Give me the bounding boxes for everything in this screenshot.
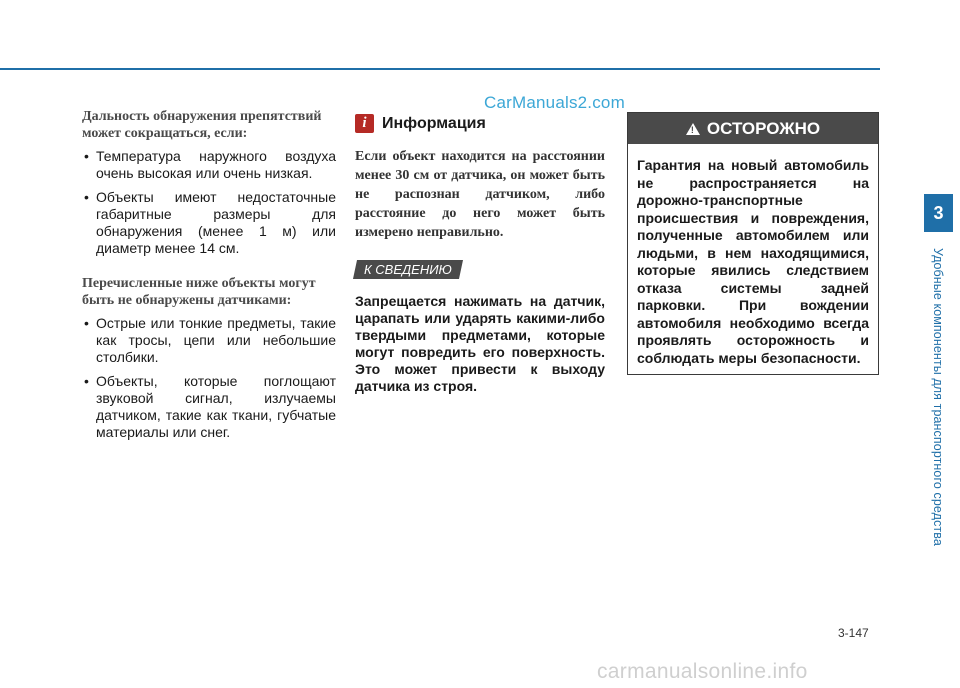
chapter-title-text: Удобные компоненты для транспортного средства [931, 248, 945, 546]
bullet-icon: • [84, 315, 89, 331]
section-heading-undetected-objects: Перечисленные ниже объекты могут быть не обнаружены датчиками: [82, 276, 316, 308]
info-body: Если объект находится на расстоянии менее 30 см от датчика, он может быть не распознан датчиком, либо расстояние до него может быть измерено неправильно. [355, 149, 605, 240]
warning-title: ОСТОРОЖНО [706, 118, 821, 138]
info-icon: i [355, 114, 374, 133]
warning-header [628, 113, 878, 144]
notice-badge [353, 260, 463, 279]
list-item: • Температура наружного воздуха очень высокая или очень низкая. [84, 148, 336, 181]
warning-box [627, 112, 879, 375]
info-title: Информация [382, 114, 486, 132]
bullet-icon: • [84, 148, 89, 164]
chapter-number-tab: 3 [924, 194, 953, 232]
list-item: • Острые или тонкие предметы, такие как тросы, цепи или небольшие столбики. [84, 315, 336, 365]
site-watermark: carmanualsonline.info [597, 660, 808, 683]
watermark-top: CarManuals2.com [484, 93, 625, 112]
list-item: • Объекты, которые поглощают звуковой сигнал, излучаемы датчиком, такие как ткани, губчатые материалы или снег. [84, 373, 336, 440]
bullet-list-conditions [82, 148, 336, 257]
middle-column [355, 108, 605, 395]
top-rule [0, 68, 880, 70]
page-number: 3-147 [838, 626, 869, 640]
list-item: • Объекты имеют недостаточные габаритные размеры для обнаружения (менее 1 м) или диаметр менее 14 см. [84, 189, 336, 256]
notice-label: К СВЕДЕНИЮ [364, 262, 452, 277]
left-column [82, 108, 336, 448]
bullet-icon: • [84, 189, 89, 205]
notice-body: Запрещается нажимать на датчик, царапать или ударять какими-либо твердыми предметами, которые могут повредить его поверхность. Это может привести к выходу датчика из строя. [355, 293, 605, 394]
bullet-list-objects [82, 315, 336, 441]
info-header [355, 114, 605, 133]
bullet-icon: • [84, 373, 89, 389]
chapter-side-title [928, 248, 948, 563]
section-heading-detection-range: Дальность обнаружения препятствий может сокращаться, если: [82, 109, 322, 141]
warning-triangle-icon [686, 123, 700, 135]
warning-body: Гарантия на новый автомобиль не распространяется на дорожно-транспортные происшествия и повреждения, полученные автомобилем или людьми, в нем находящимися, которые явились следствием отказа системы задней парковки. При вождении автомобиля необходимо всегда проявлять осторожность и соблюдать меры безопасности. [637, 157, 869, 366]
